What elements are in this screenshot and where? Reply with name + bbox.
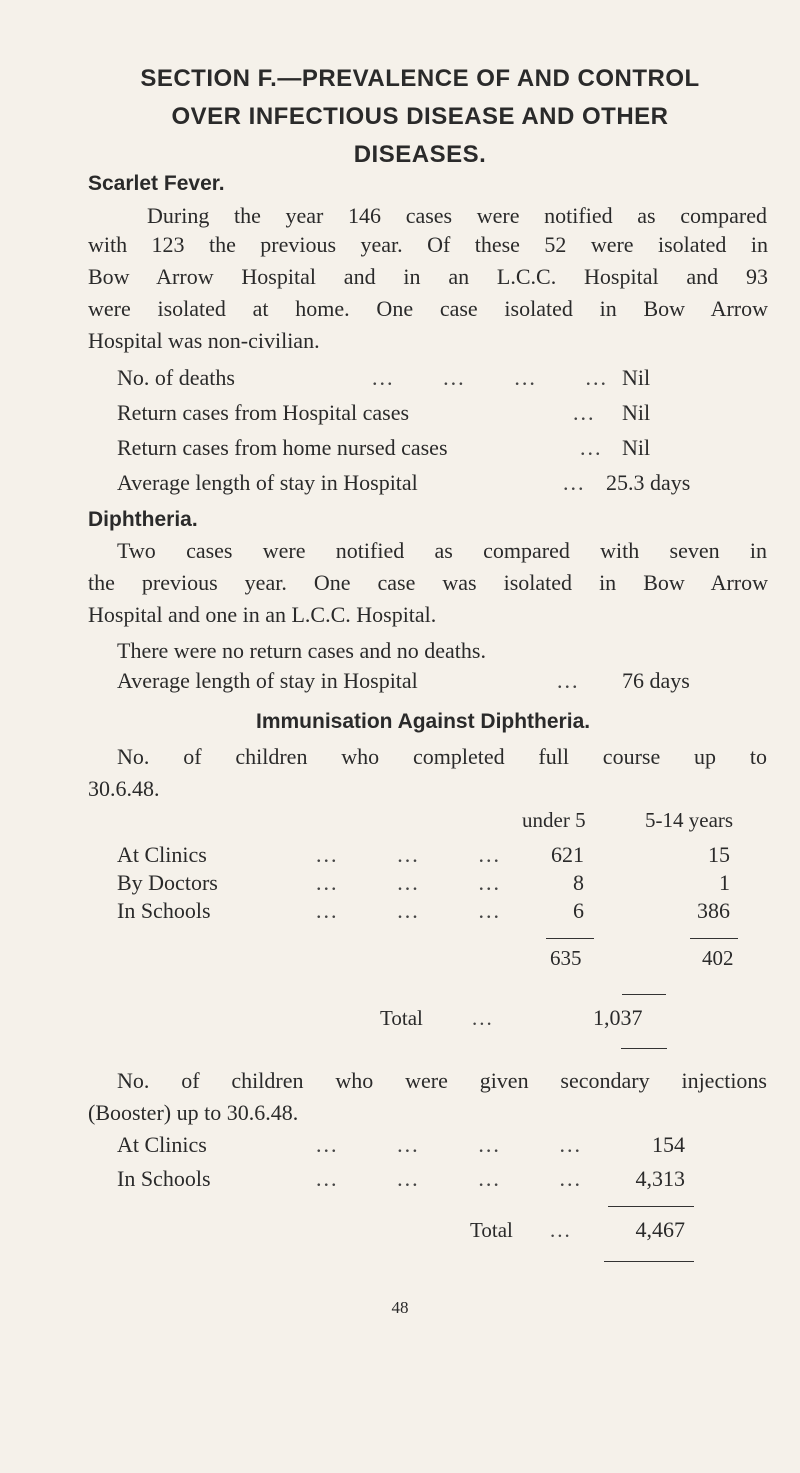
sum-rule-under5 [546, 938, 594, 939]
total-rule-top [622, 994, 666, 995]
scarlet-para-line-2: with 123 the previous year. Of these 52 were isolated in [88, 232, 768, 257]
booster-row-clinics-dots: ... ... ... ... [316, 1132, 582, 1157]
scarlet-row-return-home-label: Return cases from home nursed cases [117, 435, 448, 460]
immun-row-clinics-5-14: 15 [708, 842, 730, 867]
immunisation-intro-line-1: No. of children who completed full course up to [117, 744, 767, 769]
scarlet-para-line-3: Bow Arrow Hospital and in an L.C.C. Hospital and 93 [88, 264, 768, 289]
immun-total-dots: ... [472, 1006, 494, 1030]
immun-total-label: Total [380, 1006, 423, 1030]
sum-rule-5-14 [690, 938, 738, 939]
scarlet-row-avg-stay-value: 25.3 days [606, 470, 691, 495]
booster-intro-line-1: No. of children who were given secondary injections [117, 1068, 767, 1093]
immun-row-doctors-label: By Doctors [117, 870, 218, 895]
diphtheria-stay-label: Average length of stay in Hospital [117, 668, 418, 693]
scarlet-row-return-hospital-label: Return cases from Hospital cases [117, 400, 410, 425]
heading-line-1: SECTION F.—PREVALENCE OF AND CONTROL [140, 65, 700, 92]
scarlet-row-deaths-value: Nil [622, 365, 651, 390]
scarlet-row-return-hospital-dots: ... [573, 400, 596, 425]
booster-total-label: Total [470, 1218, 513, 1242]
immun-row-schools-under5: 6 [573, 898, 584, 923]
scarlet-fever-paragraph [117, 200, 767, 232]
scarlet-para-line-5: Hospital was non-civilian. [88, 328, 320, 353]
immun-row-schools-5-14: 386 [697, 898, 730, 923]
booster-row-schools-label: In Schools [117, 1166, 211, 1191]
total-rule-bottom [621, 1048, 667, 1049]
scarlet-row-deaths-dots: ... ... ... ... [372, 365, 608, 390]
scarlet-para-line-1: During the year 146 cases were notified as compared [147, 203, 767, 228]
immun-row-doctors-5-14: 1 [719, 870, 730, 895]
immun-row-clinics-label: At Clinics [117, 842, 207, 867]
scarlet-row-avg-stay-label: Average length of stay in Hospital [117, 470, 418, 495]
immun-row-doctors-under5: 8 [573, 870, 584, 895]
booster-total-value: 4,467 [635, 1217, 685, 1242]
diphtheria-para-line-3: Hospital and one in an L.C.C. Hospital. [88, 602, 437, 627]
immun-row-clinics-dots: ... ... ... [316, 842, 501, 867]
scarlet-para-line-4: were isolated at home. One case isolated in Bow Arrow [88, 296, 768, 321]
immun-row-doctors-dots: ... ... ... [316, 870, 501, 895]
scarlet-row-avg-stay-dots: ... [563, 470, 586, 495]
scarlet-row-deaths-label: No. of deaths [117, 365, 235, 390]
immunisation-title: Immunisation Against Diphtheria. [256, 710, 591, 733]
sum-under5: 635 [550, 946, 582, 970]
booster-row-clinics-value: 154 [652, 1132, 685, 1157]
col-header-5-14: 5-14 years [645, 808, 734, 832]
scarlet-row-return-home-value: Nil [622, 435, 651, 460]
scarlet-fever-title: Scarlet Fever. [88, 172, 225, 195]
booster-rule-bottom [604, 1261, 694, 1262]
sum-5-14: 402 [702, 946, 734, 970]
diphtheria-no-return: There were no return cases and no deaths. [117, 638, 486, 663]
booster-row-clinics-label: At Clinics [117, 1132, 207, 1157]
diphtheria-para-line-1: Two cases were notified as compared with seven in [117, 538, 767, 563]
booster-row-schools-value: 4,313 [635, 1166, 685, 1191]
diphtheria-stay-value: 76 days [622, 668, 690, 693]
diphtheria-para-line-2: the previous year. One case was isolated in Bow Arrow [88, 570, 768, 595]
immunisation-intro-line-2: 30.6.48. [88, 776, 160, 801]
col-header-under-5: under 5 [522, 808, 586, 832]
immun-total-value: 1,037 [593, 1005, 643, 1030]
page-number: 48 [391, 1298, 409, 1317]
immun-row-clinics-under5: 621 [551, 842, 584, 867]
booster-row-schools-dots: ... ... ... ... [316, 1166, 582, 1191]
heading-line-2: OVER INFECTIOUS DISEASE AND OTHER [171, 103, 669, 130]
heading-line-3: DISEASES. [353, 141, 487, 168]
immun-row-schools-dots: ... ... ... [316, 898, 501, 923]
diphtheria-stay-dots: ... [557, 668, 580, 693]
booster-intro-line-2: (Booster) up to 30.6.48. [88, 1100, 299, 1125]
scarlet-row-return-home-dots: ... [580, 435, 603, 460]
section-heading [80, 60, 760, 174]
scarlet-row-return-hospital-value: Nil [622, 400, 651, 425]
diphtheria-title: Diphtheria. [88, 508, 198, 531]
booster-rule-top [608, 1206, 694, 1207]
immun-row-schools-label: In Schools [117, 898, 211, 923]
booster-total-dots: ... [550, 1218, 572, 1242]
